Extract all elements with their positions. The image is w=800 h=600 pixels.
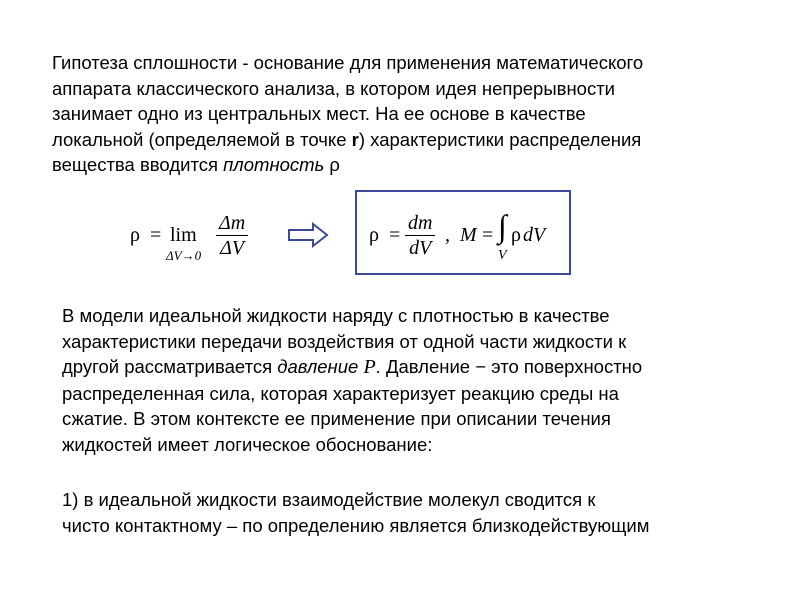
formula2-mass: M — [460, 224, 477, 246]
intro-line-5-start: вещества вводится — [52, 154, 224, 175]
intro-line-4 — [52, 127, 643, 153]
formula1-fraction — [216, 212, 248, 259]
pressure-line-3-start: другой рассматривается — [62, 356, 278, 377]
point-vector-r: r — [351, 128, 359, 150]
intro-line-4-start: локальной (определяемой в точке — [52, 128, 352, 150]
integral-subscript: V — [498, 248, 507, 263]
pressure-paragraph — [62, 303, 642, 457]
point-1-paragraph — [62, 487, 649, 538]
pressure-line-1: В модели идеальной жидкости наряду с плотностью в качестве — [62, 305, 610, 326]
formula1-numerator: Δm — [216, 212, 248, 236]
integral-sign: ∫ — [498, 208, 507, 244]
point-1-line-2: чисто контактному – по определению является близкодействующим — [62, 514, 650, 536]
pressure-line-4: распределенная сила, которая характеризует реакцию среды на — [62, 382, 619, 404]
intro-paragraph — [52, 50, 643, 178]
pressure-symbol: P — [363, 356, 376, 378]
formula2-numerator: dm — [405, 212, 435, 236]
intro-line-1: Гипотеза сплошности - основание для применения математического — [52, 52, 644, 73]
intro-line-5-end: ρ — [324, 154, 340, 175]
density-mass-formula-box — [355, 190, 571, 275]
formula2-equals-1: = — [389, 224, 401, 246]
formula2-dv: dV — [523, 224, 546, 246]
formula2-rho-integrand: ρ — [511, 224, 521, 246]
implies-arrow-icon — [287, 222, 329, 248]
formula1-lim: lim — [170, 224, 197, 246]
formula2-rho: ρ — [369, 224, 379, 246]
point-1-line-1: 1) в идеальной жидкости взаимодействие молекул сводится к — [62, 489, 596, 510]
pressure-term: давление — [277, 356, 359, 377]
intro-line-2: аппарата классического анализа, в котором идея непрерывности — [52, 77, 616, 99]
density-mass-formula — [365, 200, 565, 270]
pressure-line-3-end: . Давление − это поверхностно — [375, 356, 643, 377]
intro-line-3: занимает одно из центральных мест. На ее основе в качестве — [52, 103, 586, 124]
formula2-equals-2: = — [482, 224, 494, 246]
formula2-denominator: dV — [409, 237, 432, 259]
intro-line-4-end: ) характеристики распределения — [358, 128, 642, 150]
pressure-line-2: характеристики передачи воздействия от одной части жидкости к — [62, 330, 627, 352]
pressure-line-6: жидкостей имеет логическое обоснование: — [62, 433, 433, 455]
pressure-line-5: сжатие. В этом контексте ее применение при описании течения — [62, 408, 611, 429]
formula1-lim-subscript: ΔV→0 — [166, 248, 202, 263]
density-term: плотность — [223, 154, 325, 175]
formula1-denominator: ΔV — [220, 237, 245, 259]
intro-line-5 — [52, 152, 643, 178]
formula2-comma: , — [445, 224, 450, 246]
density-limit-formula — [120, 206, 270, 266]
pressure-line-3 — [62, 354, 642, 381]
formula1-rho: ρ — [130, 224, 140, 246]
formula2-fraction — [405, 212, 435, 259]
formula1-equals: = — [150, 224, 162, 246]
